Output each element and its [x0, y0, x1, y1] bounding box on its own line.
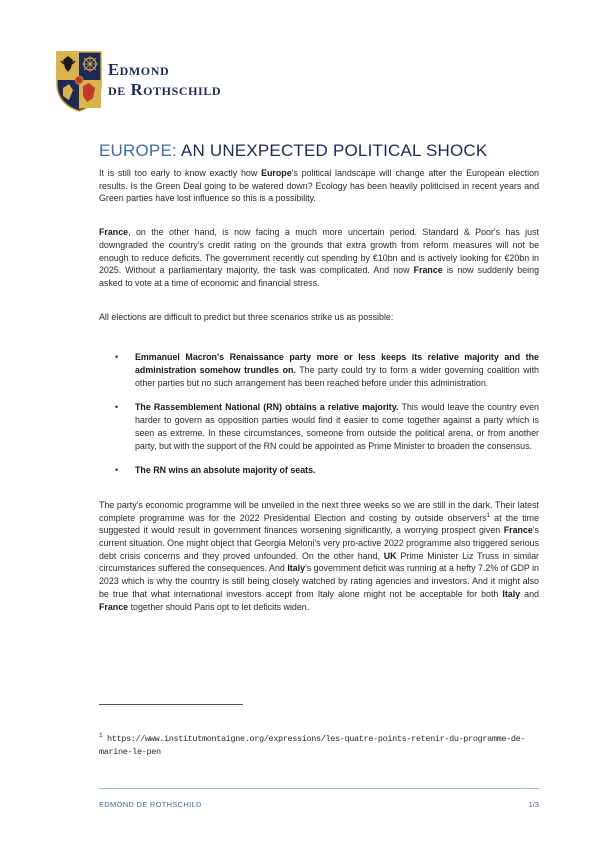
article-body	[99, 167, 539, 613]
text-span: 's current situation. One might object that Georgia Meloni's very pro-active 2022 programme also triggered serious debt crisis concerns and they proved unfounded. On the other hand,	[99, 525, 539, 561]
text-span: together should Paris opt to let deficits widen.	[128, 601, 310, 612]
text-span: is now suddenly being asked to vote at a time of economic and financial stress.	[99, 265, 540, 288]
bold-france: France	[99, 227, 129, 238]
text-span: 's government deficit was running at a hefty 7.2% of GDP in 2023 which is why the country is still being closely watched by rating agencies and investors. And it might also be true that what international investors accept from Italy alone might not be acceptable for both	[99, 563, 539, 599]
scenario-item	[99, 464, 539, 477]
brand-line-1: Edmond	[108, 60, 170, 79]
footnote-ref[interactable]: 1	[486, 512, 490, 519]
scenario-heading: The RN wins an absolute majority of seats.	[135, 465, 316, 476]
text-span: It is still too early to know exactly how	[99, 168, 262, 178]
scenario-text: This would leave the country even harder to govern as opposition parties would find it easier to come together against a party which is seen as extreme. In these circumstances, someone from outside the political arena, or from another party, but with the support of the RN could be appointed as Prime Minister to broaden the consensus.	[135, 402, 539, 451]
paragraph-scenarios-intro: All elections are difficult to predict but three scenarios strike us as possible:	[99, 311, 394, 322]
text-span: 's political landscape will change after the European election results. Is the Green Deal going to be watered down? Ecology has been heavily politicised in recent years and Green parties have lost influence so this is a possibility.	[99, 168, 539, 204]
footer-divider	[99, 788, 539, 789]
scenario-item	[99, 351, 539, 389]
bold-italy: Italy	[502, 588, 521, 599]
brand-line-2: de Rothschild	[108, 80, 222, 99]
scenario-heading: Emmanuel Macron's Renaissance party more or less keeps its relative majority and the administration somehow trundles on.	[135, 352, 539, 376]
page-number: 1/3	[528, 800, 539, 809]
bold-france: France	[503, 525, 533, 536]
title-rest: AN UNEXPECTED POLITICAL SHOCK	[176, 141, 488, 160]
footnote	[99, 733, 543, 758]
paragraph-economic-programme	[99, 499, 539, 613]
bold-italy: Italy	[287, 563, 306, 574]
footnote-number: 1	[99, 732, 103, 740]
page-title	[99, 141, 549, 161]
paragraph-europe	[99, 167, 539, 205]
text-span: and	[520, 588, 539, 599]
bold-france: France	[413, 265, 443, 276]
text-span: The party's economic programme will be unveiled in the next three weeks so we are still in the dark. Their latest complete programme was for the 2022 Presidential Election and costing by outside observers	[99, 499, 539, 523]
title-accent: EUROPE:	[99, 141, 177, 160]
scenario-list	[99, 351, 539, 477]
footer-brand: EDMOND DE ROTHSCHILD	[99, 800, 202, 809]
text-span: , on the other hand, is now facing a much more uncertain period. Standard & Poor's has just downgraded the country's credit rating on the grounds that extra growth from reform measures will not be enough to reduce deficits. The government recently cut spending by €10bn and is actively looking for €20bn in 2025. Without a parliamentary majority, the task was complicated. And now	[99, 227, 539, 276]
text-span: at the time suggested it would result in government finances worsening significantly, a worrying prospect given	[99, 512, 539, 536]
scenario-text: The party could try to form a wider governing coalition with other parties but no such arrangement has been reached before under this administration.	[135, 365, 539, 388]
footnote-link[interactable]: https://www.institutmontaigne.org/expressions/les-quatre-points-retenir-du-programme-de-marine-le-pen	[99, 734, 526, 757]
scenario-heading: The Rassemblement National (RN) obtains a relative majority.	[135, 402, 399, 413]
footnote-divider	[99, 704, 243, 705]
bold-europe: Europe	[261, 168, 292, 178]
edmond-de-rothschild-logo	[55, 50, 103, 112]
bold-uk: UK	[383, 550, 397, 561]
text-span: Prime Minister Liz Truss in similar circumstances suffered the consequences. And	[99, 550, 539, 574]
scenario-item	[99, 401, 539, 452]
paragraph-france	[99, 226, 539, 290]
bold-france: France	[99, 601, 129, 612]
brand-name	[108, 60, 221, 100]
